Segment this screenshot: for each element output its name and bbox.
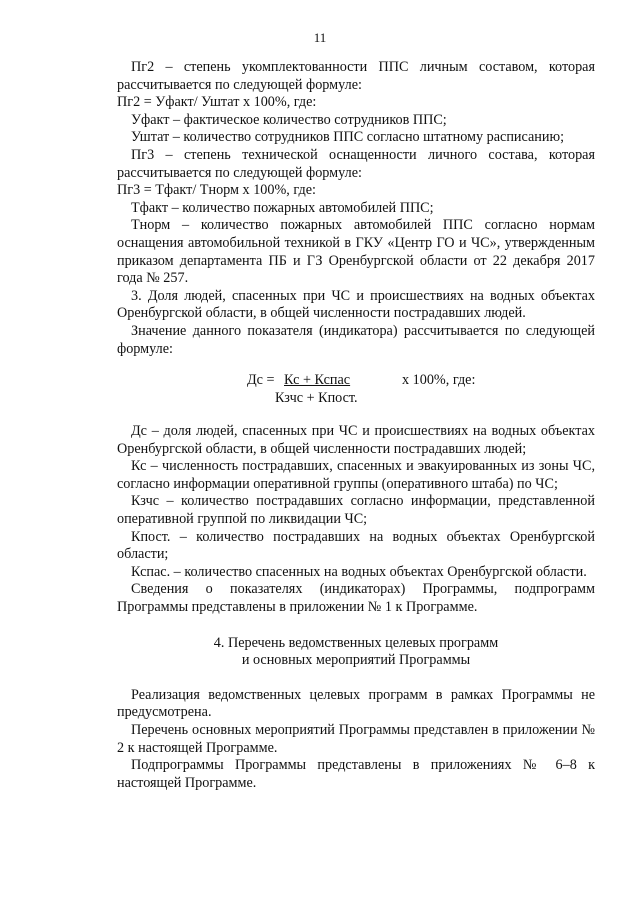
definition-tfakt: Тфакт – количество пожарных автомобилей ППС; bbox=[131, 199, 434, 216]
page-number: 11 bbox=[313, 30, 327, 45]
paragraph-indicators-info: Сведения о показателях (индикаторах) Программы, подпрограмм Программы представлены в приложении № 1 к Программе. bbox=[117, 581, 595, 616]
paragraph-pg3: Пг3 – степень технической оснащенности личного состава, которая рассчитывается по следующей формуле: bbox=[117, 146, 595, 181]
definition-ushtat: Уштат – количество сотрудников ППС согласно штатному расписанию; bbox=[131, 129, 565, 146]
paragraph-subprograms: Подпрограммы Программы представлены в приложениях № 6–8 к настоящей Программе. bbox=[117, 757, 595, 791]
paragraph-indicator-3: 3. Доля людей, спасенных при ЧС и происшествиях на водных объектах Оренбургской области, в общей численности пострадавших людей. bbox=[117, 287, 595, 322]
definition-kspas: Кспас. – количество спасенных на водных объектах Оренбургской области. bbox=[131, 563, 587, 580]
section-heading-line-1: 4. Перечень ведомственных целевых программ bbox=[213, 634, 499, 651]
formula-ds-lhs: Дс = bbox=[247, 372, 275, 389]
formula-ds-denominator: Кзчс + Кпост. bbox=[275, 390, 358, 407]
formula-ds-multiplier: х 100%, где: bbox=[402, 372, 476, 389]
section-heading-line-2: и основных мероприятий Программы bbox=[241, 652, 471, 669]
paragraph-main-measures: Перечень основных мероприятий Программы представлен в приложении № 2 к настоящей Программе. bbox=[117, 722, 595, 756]
definition-kzchs: Кзчс – количество пострадавших согласно информации, представленной оперативной группой по ликвидации ЧС; bbox=[117, 493, 595, 528]
formula-ds bbox=[117, 370, 595, 410]
paragraph-pg2: Пг2 – степень укомплектованности ППС личным составом, которая рассчитывается по следующей формуле: bbox=[117, 59, 595, 93]
definition-ks: Кс – численность пострадавших, спасенных и эвакуированных из зоны ЧС, согласно информации оперативной группы (оперативного штаба) по ЧС; bbox=[117, 458, 595, 492]
section-heading bbox=[117, 635, 595, 670]
paragraph-formula-intro: Значение данного показателя (индикатора) рассчитывается по следующей формуле: bbox=[117, 322, 595, 357]
paragraph-vcp: Реализация ведомственных целевых программ в рамках Программы не предусмотрена. bbox=[117, 686, 595, 721]
formula-pg2: Пг2 = Уфакт/ Уштат х 100%, где: bbox=[117, 94, 317, 111]
definition-ufakt: Уфакт – фактическое количество сотрудников ППС; bbox=[131, 111, 447, 128]
definition-ds: Дс – доля людей, спасенных при ЧС и происшествиях на водных объектах Оренбургской области, в общей численности пострадавших людей; bbox=[117, 423, 595, 457]
definition-tnorm: Тнорм – количество пожарных автомобилей ППС согласно нормам оснащения автомобильной техникой в ГКУ «Центр ГО и ЧС», утвержденным приказом департамента ПБ и ГЗ Оренбургской области от 22 декабря 2017 года № 257. bbox=[117, 217, 595, 287]
formula-pg3: Пг3 = Тфакт/ Тнорм х 100%, где: bbox=[117, 182, 316, 199]
formula-ds-numerator: Кс + Кспас bbox=[284, 372, 351, 389]
page-body bbox=[117, 59, 595, 792]
definition-kpost: Кпост. – количество пострадавших на водных объектах Оренбургской области; bbox=[117, 528, 595, 563]
